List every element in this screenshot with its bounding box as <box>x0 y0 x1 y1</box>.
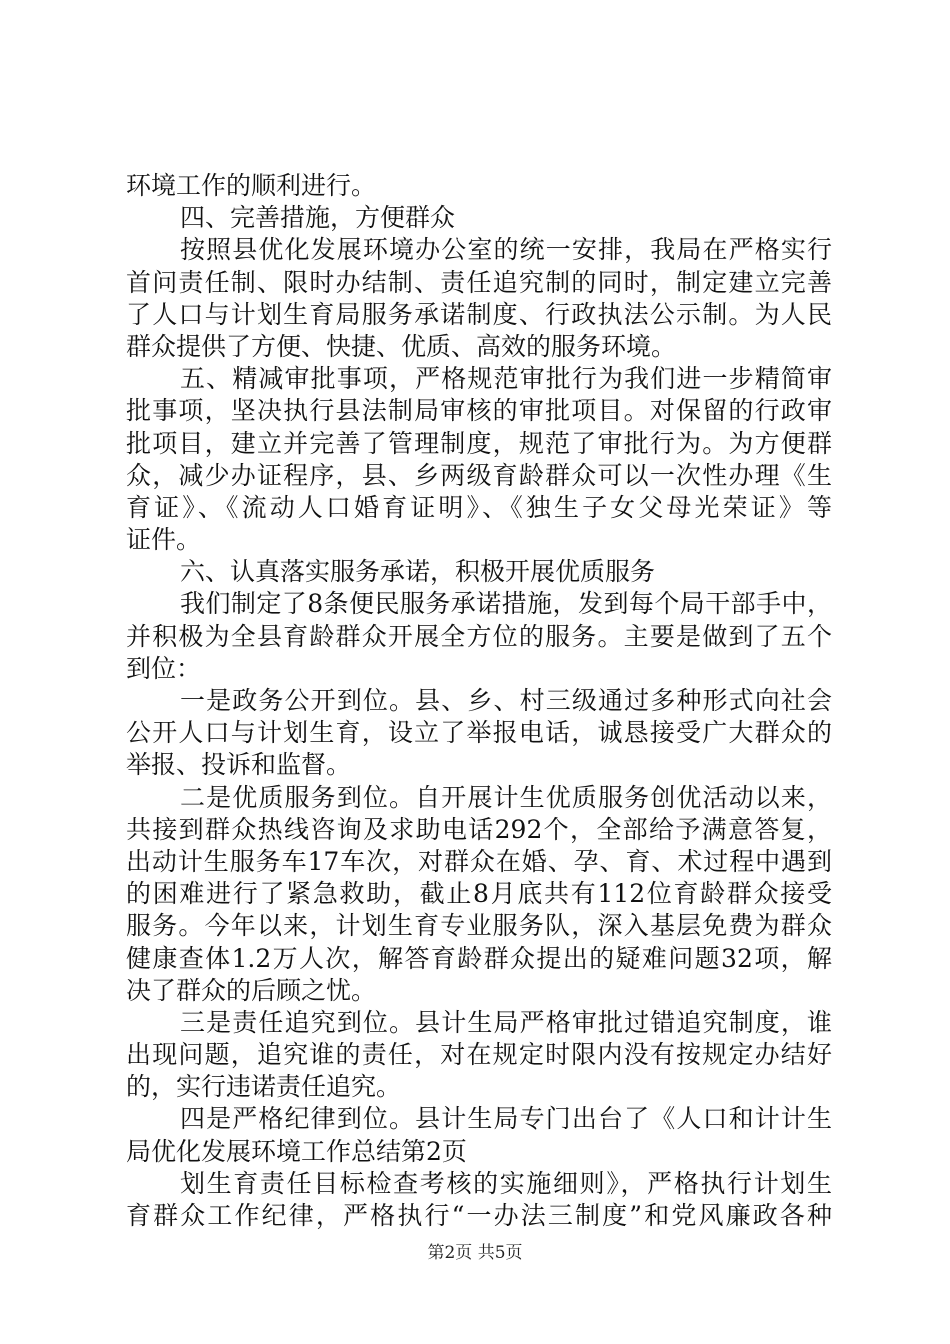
text-line: 证件。 <box>126 525 202 555</box>
text-line: 二是优质服务到位。自开展计生优质服务创优活动以来， <box>180 782 832 812</box>
text-line: 健康查体1.2万人次，解答育龄群众提出的疑难问题32项，解 <box>126 943 832 973</box>
text-line: 我们制定了8条便民服务承诺措施，发到每个局干部手中， <box>180 589 832 619</box>
text-line: 并积极为全县育龄群众开展全方位的服务。主要是做到了五个 <box>126 621 832 651</box>
page-footer <box>0 1243 950 1263</box>
text-line: 服务。今年以来，计划生育专业服务队，深入基层免费为群众 <box>126 911 832 941</box>
text-line: 批事项，坚决执行县法制局审核的审批项目。对保留的行政审 <box>126 396 832 426</box>
text-line: 的，实行违诺责任追究。 <box>126 1072 402 1102</box>
text-line: 局优化发展环境工作总结第2页 <box>126 1136 467 1166</box>
text-line: 共接到群众热线咨询及求助电话292个，全部给予满意答复， <box>126 814 832 844</box>
text-line: 育证》、《流动人口婚育证明》、《独生子女父母光荣证》等 <box>126 492 832 522</box>
text-line: 群众提供了方便、快捷、优质、高效的服务环境。 <box>126 331 677 361</box>
text-line: 四是严格纪律到位。县计生局专门出台了《人口和计计生 <box>180 1104 832 1134</box>
text-line: 决了群众的后顾之忧。 <box>126 975 377 1005</box>
text-line: 首问责任制、限时办结制、责任追究制的同时，制定建立完善 <box>126 267 832 297</box>
text-line: 六、认真落实服务承诺，积极开展优质服务 <box>180 557 656 587</box>
text-line: 五、精减审批事项，严格规范审批行为我们进一步精简审 <box>180 364 832 394</box>
text-line: 批项目，建立并完善了管理制度，规范了审批行为。为方便群 <box>126 428 832 458</box>
text-line: 的困难进行了紧急救助，截止8月底共有112位育龄群众接受 <box>126 879 832 909</box>
text-line: 公开人口与计划生育，设立了举报电话，诚恳接受广大群众的 <box>126 718 832 748</box>
text-line: 举报、投诉和监督。 <box>126 750 352 780</box>
text-line: 众，减少办证程序，县、乡两级育龄群众可以一次性办理《生 <box>126 460 832 490</box>
text-line: 划生育责任目标检查考核的实施细则》，严格执行计划生 <box>180 1168 832 1198</box>
text-line: 三是责任追究到位。县计生局严格审批过错追究制度，谁 <box>180 1007 832 1037</box>
text-line: 一是政务公开到位。县、乡、村三级通过多种形式向社会 <box>180 686 832 715</box>
text-line: 到位： <box>126 653 202 683</box>
text-line: 育群众工作纪律，严格执行“一办法三制度”和党风廉政各种 <box>126 1201 832 1230</box>
page-number-label: 第2页 共5页 <box>427 1243 523 1263</box>
document-body <box>126 170 832 1232</box>
text-line: 环境工作的顺利进行。 <box>126 171 377 200</box>
text-line: 出动计生服务车17车次，对群众在婚、孕、育、术过程中遇到 <box>126 846 832 876</box>
text-line: 出现问题，追究谁的责任，对在规定时限内没有按规定办结好 <box>126 1040 832 1070</box>
text-line: 按照县优化发展环境办公室的统一安排，我局在严格实行 <box>180 235 832 265</box>
text-line: 四、完善措施，方便群众 <box>180 203 456 233</box>
text-line: 了人口与计划生育局服务承诺制度、行政执法公示制。为人民 <box>126 299 832 329</box>
